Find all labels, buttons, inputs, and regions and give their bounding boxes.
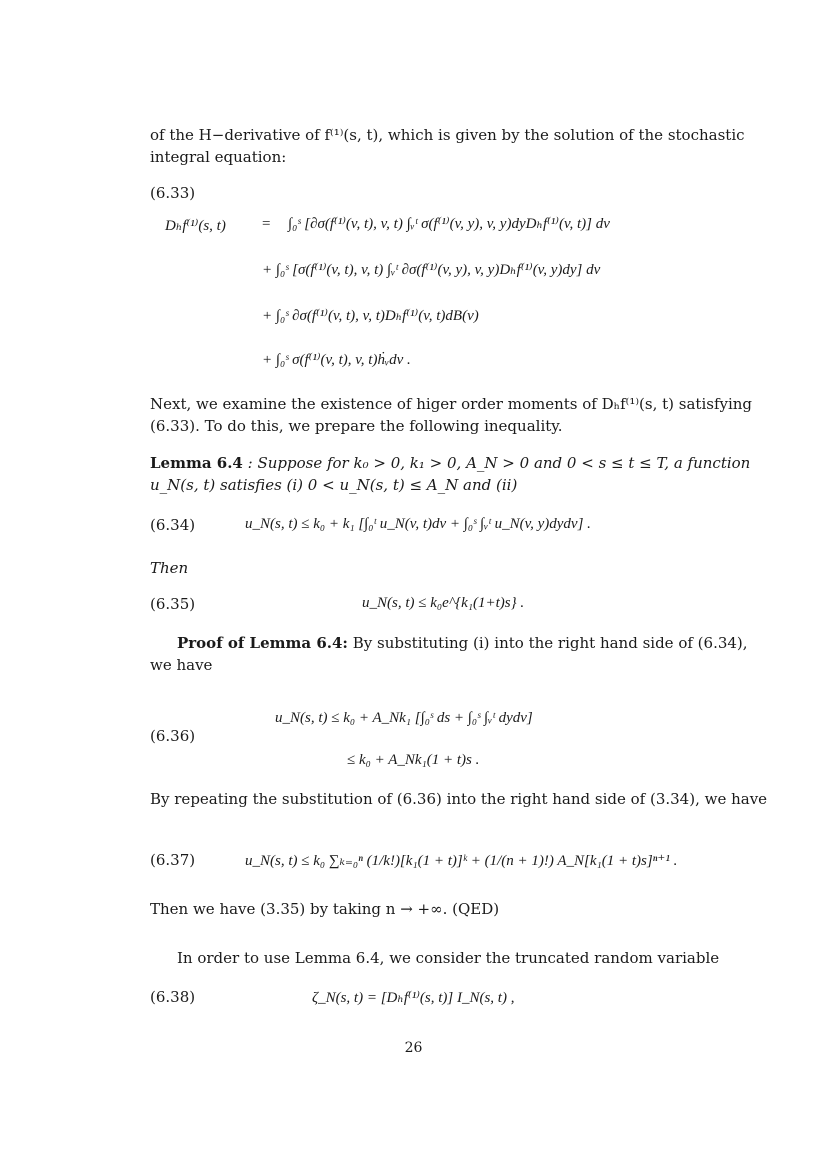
- eq-6-36-row-1: u_N(s, t) ≤ k₀ + A_Nk₁ [∫₀ˢ ds + ∫₀ˢ ∫ᵥᵗ dydv]: [275, 710, 533, 726]
- eq-6-38-formula: ζ_N(s, t) = [Dₕf⁽¹⁾(s, t)] I_N(s, t) ,: [312, 990, 515, 1006]
- eq-6-33-row-2: + ∫₀ˢ [σ(f⁽¹⁾(v, t), v, t) ∫ᵥᵗ ∂σ(f⁽¹⁾(v, y), v, y)Dₕf⁽¹⁾(v, y)dy] dv: [262, 262, 601, 278]
- eq-6-36-number: (6.36): [150, 727, 196, 745]
- eq-6-33-rel: =: [262, 216, 271, 232]
- qed-text: Then we have (3.35) by taking n → +∞. (QED): [150, 900, 500, 918]
- page-number: 26: [404, 1040, 423, 1056]
- then-text: Then: [150, 559, 189, 577]
- proof-text-2: we have: [150, 656, 213, 674]
- lemma-text-1: : Suppose for k₀ > 0, k₁ > 0, A_N > 0 and 0 < s ≤ t ≤ T, a function: [242, 454, 751, 472]
- lemma-heading: Lemma 6.4: [150, 454, 243, 472]
- eq-6-34-number: (6.34): [150, 516, 196, 534]
- eq-6-37-number: (6.37): [150, 851, 196, 869]
- lemma-statement: [150, 452, 751, 474]
- next-line-2: (6.33). To do this, we prepare the following inequality.: [150, 417, 563, 435]
- proof-text-1: By substituting (i) into the right hand side of (6.34),: [347, 634, 748, 652]
- eq-6-33-row-4: + ∫₀ˢ σ(f⁽¹⁾(v, t), v, t)ḣᵥdv .: [262, 352, 411, 368]
- eq-6-37-formula: u_N(s, t) ≤ k₀ ∑ₖ₌₀ⁿ (1/k!)[k₁(1 + t)]ᵏ + (1/(n + 1)!) A_N[k₁(1 + t)s]ⁿ⁺¹ .: [245, 853, 678, 869]
- eq-6-36-row-2: ≤ k₀ + A_Nk₁(1 + t)s .: [347, 752, 480, 768]
- intro-line-1: of the H−derivative of f⁽¹⁾(s, t), which is given by the solution of the stochastic: [150, 126, 745, 144]
- lemma-text-2: u_N(s, t) satisfies (i) 0 < u_N(s, t) ≤ A_N and (ii): [150, 476, 518, 494]
- eq-6-35-number: (6.35): [150, 595, 196, 613]
- eq-6-33-row-3: + ∫₀ˢ ∂σ(f⁽¹⁾(v, t), v, t)Dₕf⁽¹⁾(v, t)dB(v): [262, 308, 479, 324]
- order-text: In order to use Lemma 6.4, we consider the truncated random variable: [177, 949, 720, 967]
- proof-statement: [150, 632, 748, 654]
- eq-6-33-number: (6.33): [150, 184, 196, 202]
- eq-6-35-formula: u_N(s, t) ≤ k₀e^{k₁(1+t)s} .: [362, 595, 525, 611]
- eq-6-34-formula: u_N(s, t) ≤ k₀ + k₁ [∫₀ᵗ u_N(v, t)dv + ∫₀ˢ ∫ᵥᵗ u_N(v, y)dydv] .: [245, 516, 591, 532]
- repeat-text: By repeating the substitution of (6.36) into the right hand side of (3.34), we have: [150, 790, 768, 808]
- eq-6-33-row-1: ∫₀ˢ [∂σ(f⁽¹⁾(v, t), v, t) ∫ᵥᵗ σ(f⁽¹⁾(v, y), v, y)dyDₕf⁽¹⁾(v, t)] dv: [288, 216, 610, 232]
- eq-6-38-number: (6.38): [150, 988, 196, 1006]
- proof-heading: Proof of Lemma 6.4:: [177, 634, 348, 652]
- eq-6-33-lhs: Dₕf⁽¹⁾(s, t): [165, 218, 226, 234]
- intro-line-2: integral equation:: [150, 148, 287, 166]
- next-line-1: Next, we examine the existence of higer order moments of Dₕf⁽¹⁾(s, t) satisfying: [150, 395, 753, 413]
